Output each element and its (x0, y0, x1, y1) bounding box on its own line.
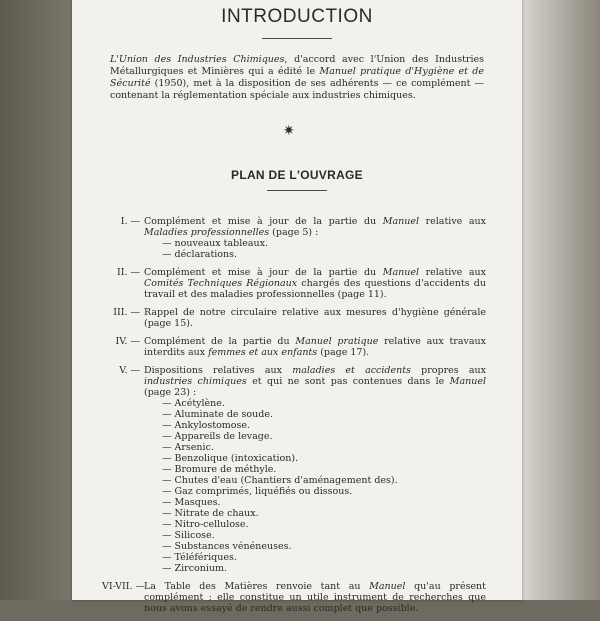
item-number: IV. — (115, 336, 140, 347)
sub-item: — Ankylostomose. (162, 420, 251, 431)
sub-item: — Téléfériques. (162, 552, 237, 563)
item-text: Rappel de notre circulaire relative aux mesures d'hygiène générale (page 15). (144, 307, 486, 329)
sub-item: — Nitro-cellulose. (162, 519, 249, 530)
background-left (0, 0, 72, 600)
plan-item-1 (102, 216, 486, 260)
sub-item: — nouveaux tableaux. (162, 238, 269, 249)
sub-item: — Nitrate de chaux. (162, 508, 259, 519)
intro-org: L'Union des Industries Chimiques (110, 54, 285, 65)
intro-manual-title: Manuel pratique d'Hygiène et de Sécurité (110, 66, 484, 89)
sub-item: — Bromure de méthyle. (162, 464, 277, 475)
item-number: II. — (116, 267, 140, 278)
item-text: Complément et mise à jour de la partie du Manuel relative aux Maladies professionnelles (page 5) : — nouveaux tableaux. — déclarations. (144, 216, 487, 260)
item-text: Complément et mise à jour de la partie du Manuel relative aux Comités Techniques Régionaux chargés des questions d'accidents du travail et des maladies professionnelles (page 11). (144, 267, 487, 300)
sub-item: — Zirconium. (162, 563, 228, 574)
item-text: Dispositions relatives aux maladies et accidents propres aux industries chimiques et qui ne sont pas contenues dans le Manuel (page 23) : — Acétylène. — Aluminate de soude. — Ankylostomose. — Appareils de levage. — Arsenic. — Benzolique (intoxication). — Bromure de méthyle. — Chutes d'eau (Chantiers d'aménagement des). — Gaz comprimés, liquéfiés ou dissous. — Masques. — Nitrate de chaux. — Nitro-cellulose. — Silicose. — Substances vénéneuses. — Téléfériques. — Zirconium. (144, 365, 487, 574)
title-rule (262, 38, 332, 39)
sub-item: — Masques. (162, 497, 221, 508)
item-text: Complément de la partie du Manuel pratique relative aux travaux interdits aux femmes et aux enfants (page 17). (144, 336, 486, 358)
plan-title: PLAN DE L'OUVRAGE (231, 168, 363, 182)
sub-item: — Appareils de levage. (162, 431, 273, 442)
plan-item-3 (102, 307, 486, 329)
item-number: I. — (120, 216, 140, 227)
background-right (522, 0, 600, 600)
plan-item-5 (102, 365, 486, 574)
plan-title-rule (267, 190, 327, 191)
intro-text-1: , d'accord avec l'Union des Industries Métallurgiques et Minières qui a édité le (110, 54, 484, 77)
sub-item: — Substances vénéneuses. (162, 541, 292, 552)
sub-item: — Aluminate de soude. (162, 409, 273, 420)
sub-list (144, 387, 486, 574)
item-text: La Table des Matières renvoie tant au Manuel qu'au présent complément ; elle constitue un utile instrument de recherches que nous avons essayé de rendre aussi complet que possible. (144, 581, 486, 614)
page-title: INTRODUCTION (221, 6, 373, 27)
sub-item: — Chutes d'eau (Chantiers d'aménagement des). (162, 475, 398, 486)
item-number: III. — (113, 307, 140, 318)
plan-item-6 (102, 581, 486, 614)
sub-item: — Arsenic. (162, 442, 214, 453)
star-separator: ✷ (283, 123, 295, 139)
plan-item-4 (102, 336, 486, 358)
intro-text-2: (1950), met à la disposition de ses adhérents — ce complément — contenant la réglementation spéciale aux industries chimiques. (110, 78, 484, 101)
sub-item: — Acétylène. (162, 398, 225, 409)
plan-list (102, 216, 486, 621)
item-number: VI-VII. — (102, 581, 146, 592)
sub-item: — déclarations. (162, 249, 238, 260)
plan-item-2 (102, 267, 486, 300)
item-number: V. — (119, 365, 140, 376)
sub-item: — Silicose. (162, 530, 215, 541)
sub-item: — Benzolique (intoxication). (162, 453, 299, 464)
intro-paragraph (110, 54, 484, 102)
document-page (72, 0, 522, 614)
sub-item: — Gaz comprimés, liquéfiés ou dissous. (162, 486, 353, 497)
